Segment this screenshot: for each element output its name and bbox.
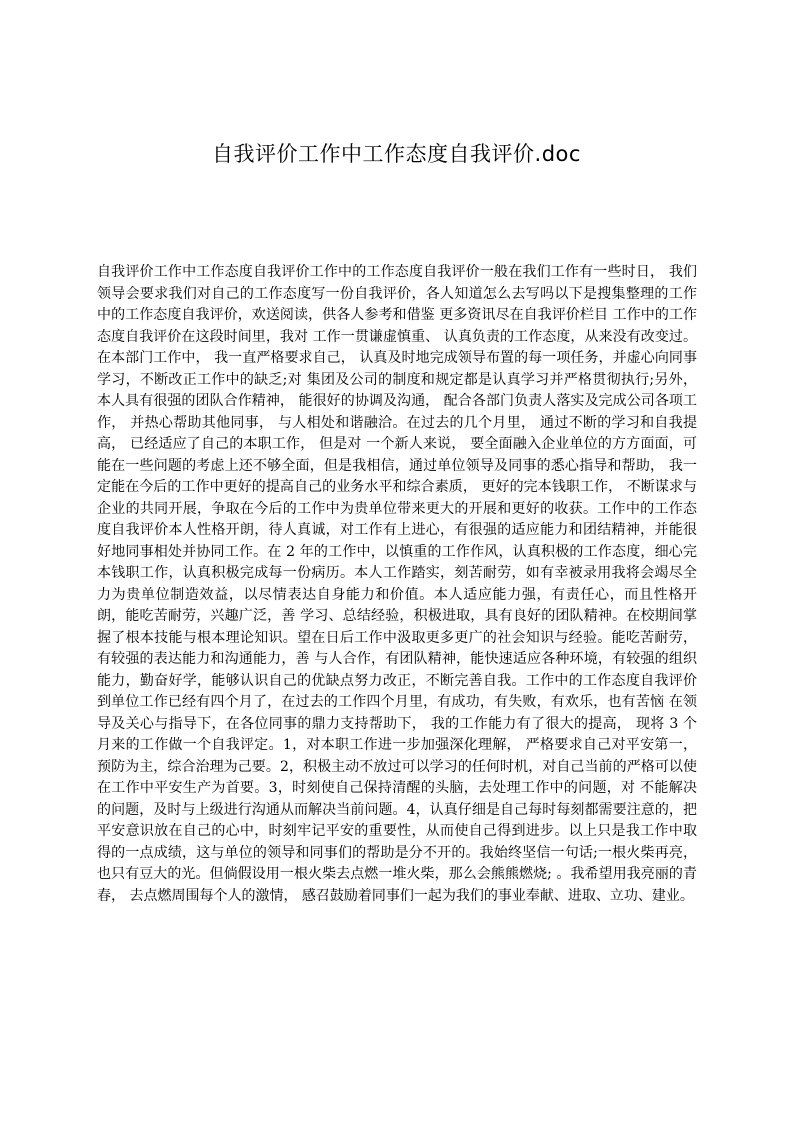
document-title: 自我评价工作中工作态度自我评价.doc [212,142,581,166]
document-body-paragraph: 自我评价工作中工作态度自我评价工作中的工作态度自我评价一般在我们工作有一些时日， 我们领导会要求我们对自己的工作态度写一份自我评价，各人知道怎么去写吗以下是搜集整理的工作中的工作态度自我评价，欢送阅读，供各人参考和借鉴 更多资讯尽在自我评价栏目 工作中的工作态度自我评价在这段时间里，我对 工作一贯谦虚慎重、 认真负责的工作态度，从来没有改变过。在本部门工作中， 我一直严格要求自己， 认真及时地完成领导布置的每一项任务，并虚心向同事学习，不断改正工作中的缺乏;对 集团及公司的制度和规定都是认真学习并严格贯彻执行;另外，本人具有很强的团队合作精神， 能很好的协调及沟通， 配合各部门负责人落实及完成公司各项工作， 并热心帮助其他同事， 与人相处和谐融洽。在过去的几个月里， 通过不断的学习和自我提高， 已经适应了自己的本职工作， 但是对 一个新人来说， 要全面融入企业单位的方方面面，可能在一些问题的考虑上还不够全面，但是我相信，通过单位领导及同事的悉心指导和帮助， 我一定能在今后的工作中更好的提高自己的业务水平和综合素质， 更好的完本钱职工作， 不断谋求与企业的共同开展，争取在今后的工作中为贵单位带来更大的开展和更好的收获。工作中的工作态度自我评价本人性格开朗，待人真诚，对工作有上进心，有很强的适应能力和团结精神，并能很好地同事相处并协同工作。在 2 年的工作中，以慎重的工作作风，认真积极的工作态度，细心完本钱职工作，认真积极完成每一份病历。本人工作踏实，刻苦耐劳，如有幸被录用我将会竭尽全力为贵单位制造效益，以尽情表达自身能力和价值。本人适应能力强，有责任心，而且性格开朗，能吃苦耐劳，兴趣广泛，善 学习、总结经验，积极进取，具有良好的团队精神。在校期间掌握了根本技能与根本理论知识。望在日后工作中汲取更多更广的社会知识与经验。能吃苦耐劳，有较强的表达能力和沟通能力，善 与人合作，有团队精神，能快速适应各种环境，有较强的组织能力，勤奋好学，能够认识自己的优缺点努力改正，不断完善自我。工作中的工作态度自我评价到单位工作已经有四个月了，在过去的工作四个月里，有成功，有失败，有欢乐，也有苦恼 在领导及关心与指导下，在各位同事的鼎力支持帮助下， 我的工作能力有了很大的提高， 现将 3 个月来的工作做一个自我评定。1，对本职工作进一步加强深化理解， 严格要求自己对平安第一，预防为主，综合治理为己要。2，积极主动不放过可以学习的任何时机，对自己当前的严格可以使在工作中平安生产为首要。3，时刻使自己保持清醒的头脑，去处理工作中的问题，对 不能解决的问题，及时与上级进行沟通从而解决当前问题。4，认真仔细是自己每时每刻都需要注意的，把平安意识放在自己的心中，时刻牢记平安的重要性，从而使自己得到进步。以上只是我工作中取得的一点成绩，这与单位的领导和同事们的帮助是分不开的。我始终坚信一句话;一根火柴再亮，也只有豆大的光。但倘假设用一根火柴去点燃一堆火柴，那么会熊熊燃烧; 。我希望用我亮丽的青春， 去点燃周围每个人的激情， 感召鼓励着同事们一起为我们的事业奉献、进取、立功、建业。 [97,264,697,904]
